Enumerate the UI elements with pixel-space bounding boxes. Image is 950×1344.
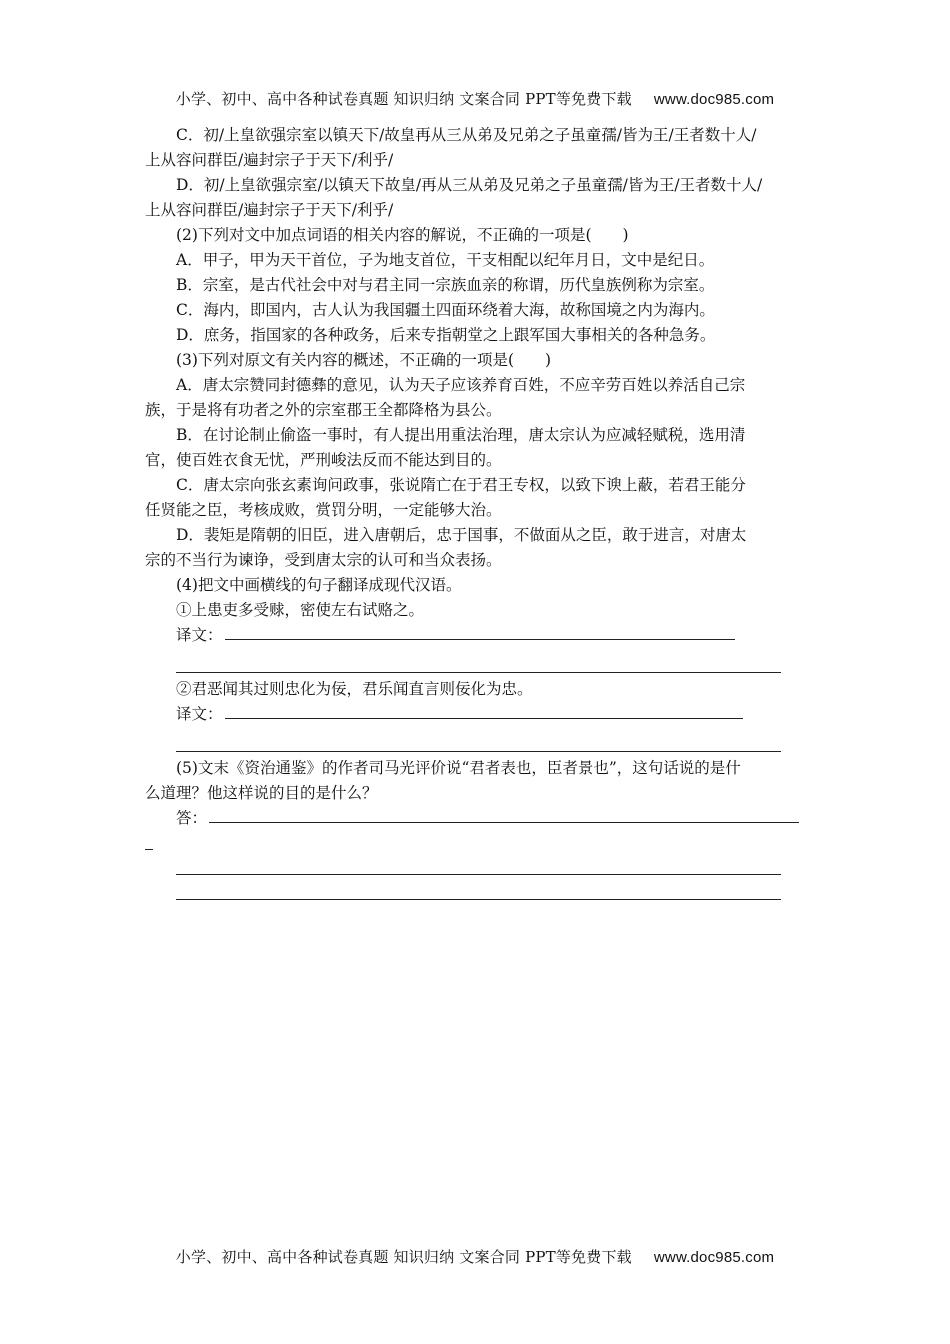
answer-label: 答： — [176, 809, 208, 827]
q1-option-d-line2: 上从容问群臣/遍封宗子于天下/利乎/ — [145, 201, 394, 219]
q4-stem: (4)把文中画横线的句子翻译成现代汉语。 — [176, 576, 462, 594]
header-text: 小学、初中、高中各种试卷真题 知识归纳 文案合同 PPT等免费下载 — [175, 90, 632, 108]
q2-option-b: B．宗室，是古代社会中对与君主同一宗族血亲的称谓，历代皇族例称为宗室。 — [176, 276, 715, 294]
answer-line[interactable] — [176, 648, 781, 673]
header-site: www.doc985.com — [653, 91, 775, 108]
q1-option-c-line1: C．初/上皇欲强宗室以镇天下/故皇再从三从弟及兄弟之子虽童孺/皆为王/王者数十人/ — [176, 126, 757, 144]
q3-option-d-line1: D．裴矩是隋朝的旧臣，进入唐朝后，忠于国事，不做面从之臣，敢于进言，对唐太 — [176, 526, 747, 544]
page-footer — [0, 1246, 950, 1267]
answer-line[interactable] — [225, 702, 743, 719]
q4-answer-2[interactable] — [145, 702, 810, 727]
footer-text: 小学、初中、高中各种试卷真题 知识归纳 文案合同 PPT等免费下载 — [175, 1248, 632, 1266]
answer-line[interactable] — [176, 875, 781, 900]
q2-option-d: D．庶务，指国家的各种政务，后来专指朝堂之上跟军国大事相关的各种急务。 — [176, 326, 716, 344]
q1-option-d-line1: D．初/上皇欲强宗室/以镇天下故皇/再从三从弟及兄弟之子虽童孺/皆为王/王者数十人/ — [176, 176, 763, 194]
answer-line[interactable] — [145, 831, 153, 850]
translation-label: 译文： — [176, 705, 223, 723]
q1-option-c-line2: 上从容问群臣/遍封宗子于天下/利乎/ — [145, 151, 394, 169]
q3-option-d-line2: 宗的不当行为谏诤，受到唐太宗的认可和当众表扬。 — [145, 551, 502, 569]
q3-option-b-line1: B．在讨论制止偷盗一事时，有人提出用重法治理，唐太宗认为应减轻赋税，选用清 — [176, 426, 746, 444]
q4-sentence-2: ②君恶闻其过则忠化为佞，君乐闻直言则佞化为忠。 — [176, 680, 533, 698]
q3-option-c-line1: C．唐太宗向张玄素询问政事，张说隋亡在于君王专权，以致下谀上蔽，若君王能分 — [176, 476, 746, 494]
answer-line[interactable] — [176, 727, 781, 752]
q5-answer[interactable] — [145, 806, 810, 831]
q5-stem-line1: (5)文末《资治通鉴》的作者司马光评价说“君者表也，臣者景也”，这句话说的是什 — [176, 759, 741, 777]
q4-answer-1[interactable] — [145, 623, 810, 648]
q3-option-a-line2: 族，于是将有功者之外的宗室郡王全都降格为县公。 — [145, 401, 502, 419]
q2-option-a: A．甲子，甲为天干首位，子为地支首位，干支相配以纪年月日，文中是纪日。 — [176, 251, 715, 269]
answer-line[interactable] — [225, 623, 735, 640]
q3-option-a-line1: A．唐太宗赞同封德彝的意见，认为天子应该养育百姓，不应辛劳百姓以养活自己宗 — [176, 376, 746, 394]
page-header — [0, 88, 950, 109]
q4-sentence-1: ①上患吏多受赇，密使左右试赂之。 — [176, 601, 425, 619]
q2-option-c: C．海内，即国内，古人认为我国疆土四面环绕着大海，故称国境之内为海内。 — [176, 301, 715, 319]
answer-line[interactable] — [209, 806, 799, 823]
exam-content — [145, 123, 810, 900]
q2-stem: (2)下列对文中加点词语的相关内容的解说，不正确的一项是( ) — [176, 226, 629, 244]
footer-site: www.doc985.com — [653, 1249, 775, 1266]
q3-option-c-line2: 任贤能之臣，考核成败，赏罚分明，一定能够大治。 — [145, 501, 502, 519]
translation-label: 译文： — [176, 626, 223, 644]
answer-line[interactable] — [176, 850, 781, 875]
q3-stem: (3)下列对原文有关内容的概述，不正确的一项是( ) — [176, 351, 552, 369]
q3-option-b-line2: 官，使百姓衣食无忧，严刑峻法反而不能达到目的。 — [145, 451, 502, 469]
q5-stem-line2: 么道理？他这样说的目的是什么？ — [145, 784, 378, 802]
